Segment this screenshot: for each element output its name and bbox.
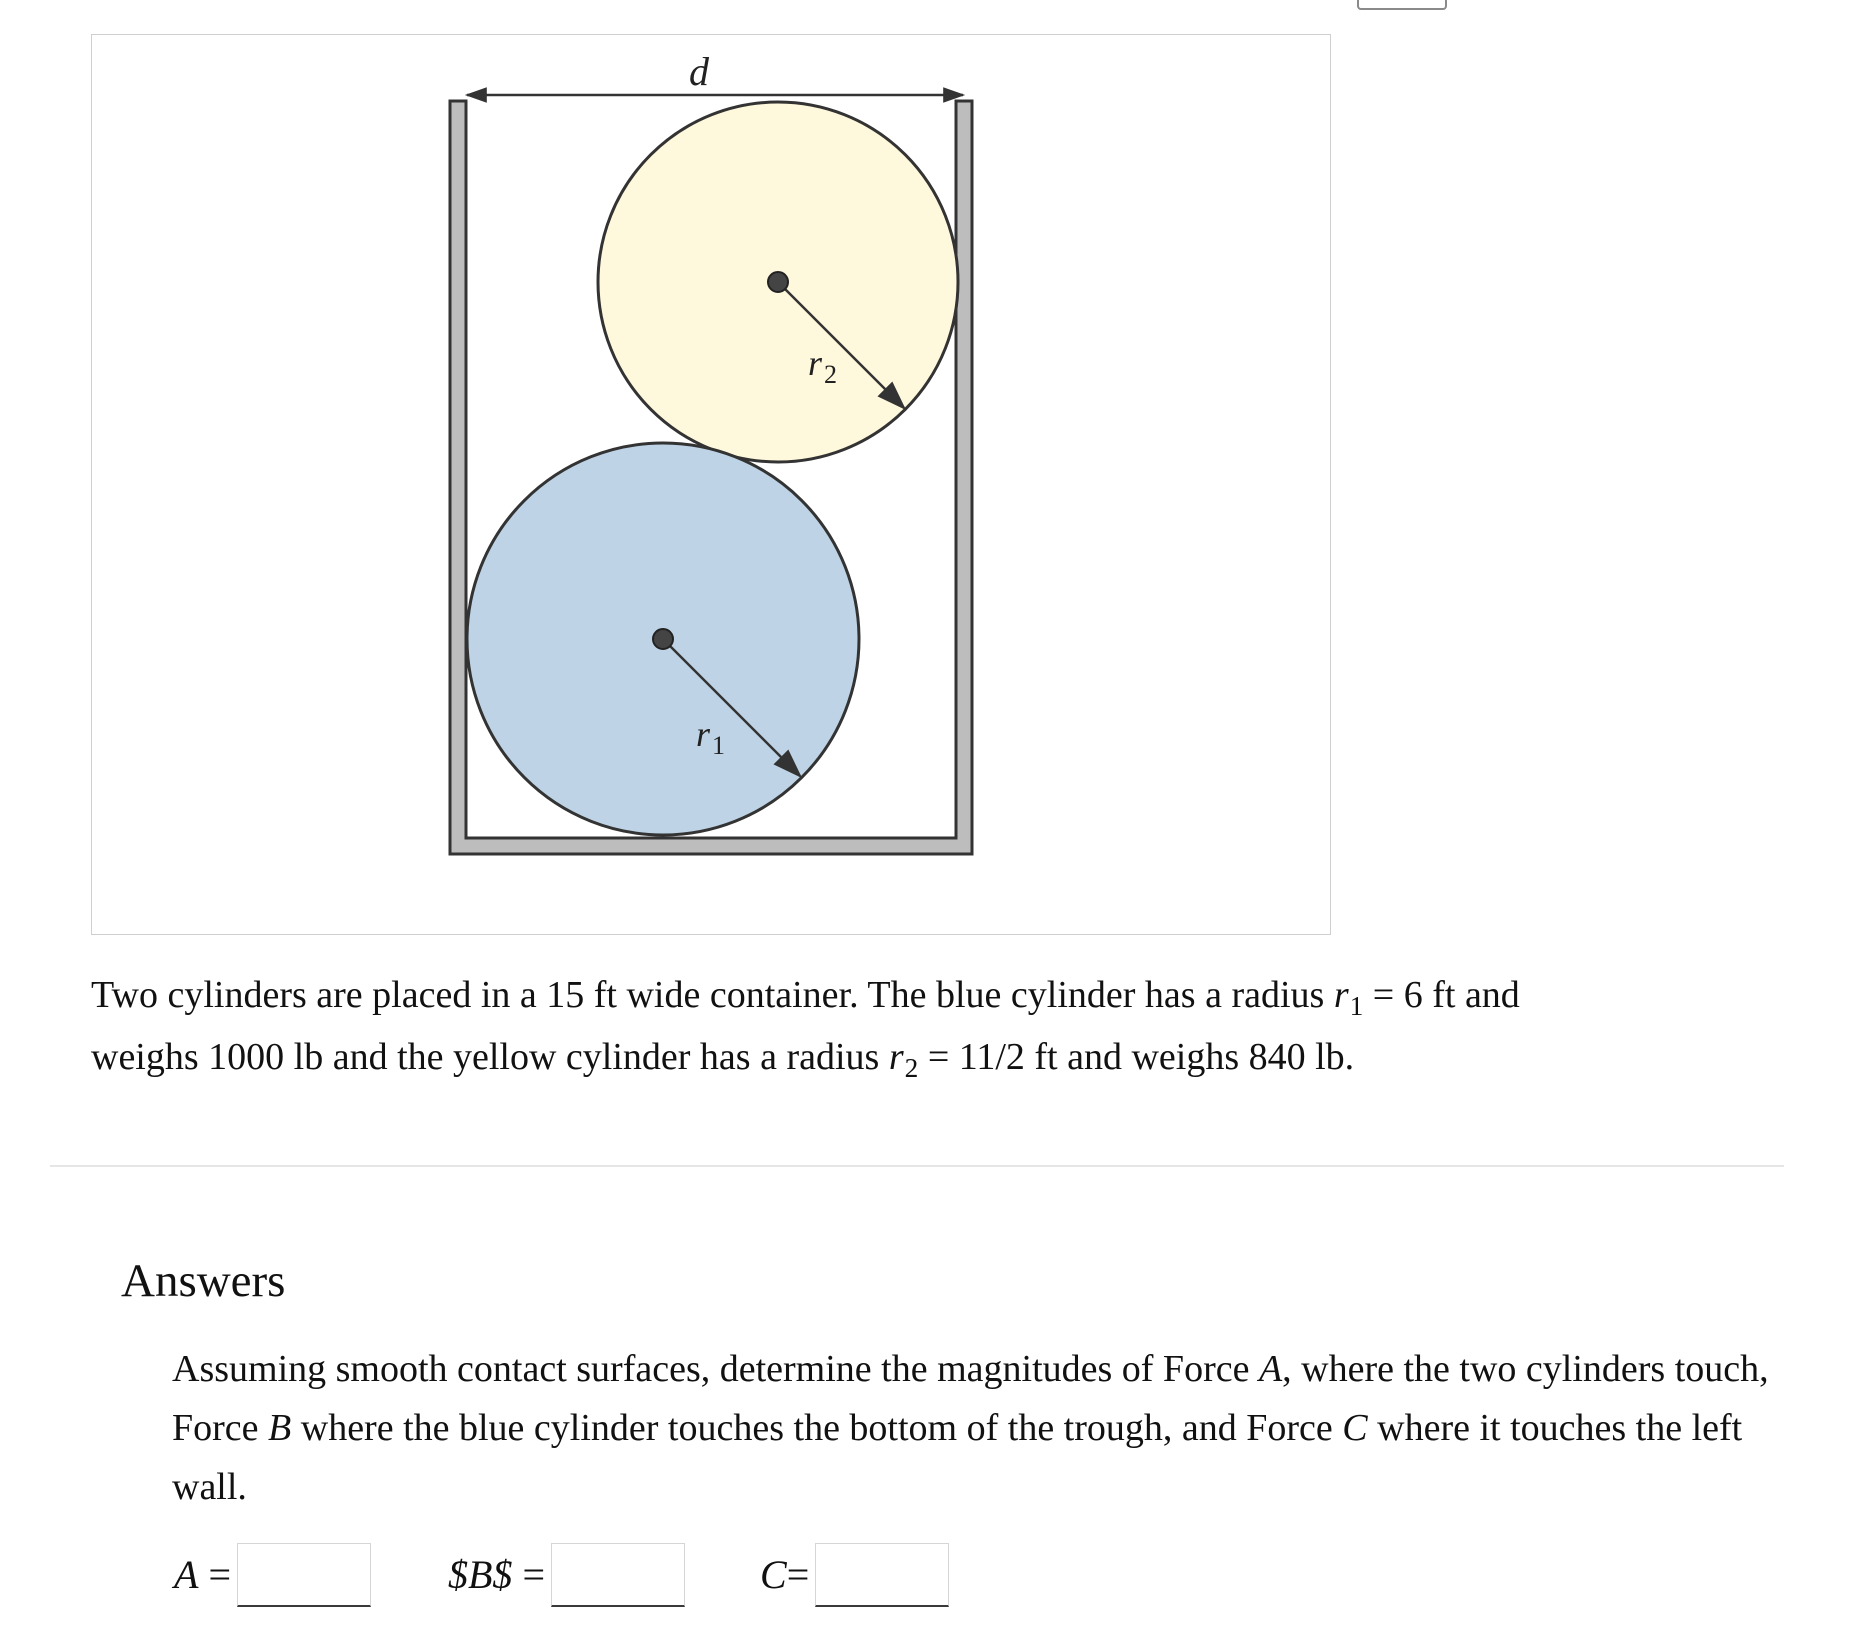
answer-b-row bbox=[448, 1543, 685, 1607]
answer-a-input[interactable] bbox=[237, 1543, 371, 1607]
problem-statement bbox=[91, 966, 1691, 1090]
problem-text-part: weighs 1000 lb and the yellow cylinder has a radius bbox=[91, 1036, 889, 1078]
answer-a-row bbox=[174, 1543, 371, 1607]
problem-text-part: Two cylinders are placed in a 15 ft wide container. The blue cylinder has a radius bbox=[91, 974, 1334, 1016]
force-a-symbol: A bbox=[1258, 1348, 1283, 1390]
top-tab-button[interactable] bbox=[1357, 0, 1447, 10]
cylinders-diagram bbox=[92, 35, 1330, 934]
answer-a-label: A = bbox=[174, 1552, 231, 1597]
blue-center-point bbox=[653, 629, 673, 649]
r2-symbol: $r_2$ bbox=[888, 1036, 919, 1083]
force-c-symbol: C bbox=[1342, 1407, 1368, 1449]
section-divider bbox=[50, 1165, 1784, 1167]
answer-c-input[interactable] bbox=[815, 1543, 949, 1607]
answers-heading: Answers bbox=[121, 1255, 286, 1307]
problem-figure bbox=[91, 34, 1331, 935]
r1-symbol: $r_1$ bbox=[1333, 974, 1364, 1021]
yellow-radius-label: $r_2$ bbox=[808, 343, 838, 389]
answer-b-input[interactable] bbox=[551, 1543, 685, 1607]
blue-radius-label: $r_1$ bbox=[696, 714, 726, 760]
answer-c-row bbox=[760, 1543, 949, 1607]
answer-b-label: $B$ = bbox=[448, 1552, 545, 1597]
answer-c-label: C= bbox=[760, 1552, 810, 1597]
problem-text-part: = 6 ft and bbox=[1363, 974, 1520, 1016]
answers-question: Assuming smooth contact surfaces, determine the magnitudes of Force A, where the two cylinders touch, Force B where the blue cylinder touches the bottom of the trough, and Force C where it touches the left wall. bbox=[172, 1348, 1769, 1508]
problem-text-part: = 11/2 ft and weighs 840 lb. bbox=[918, 1036, 1355, 1078]
force-b-symbol: B bbox=[268, 1407, 292, 1449]
width-dimension-label: d bbox=[689, 49, 709, 94]
yellow-center-point bbox=[768, 272, 788, 292]
